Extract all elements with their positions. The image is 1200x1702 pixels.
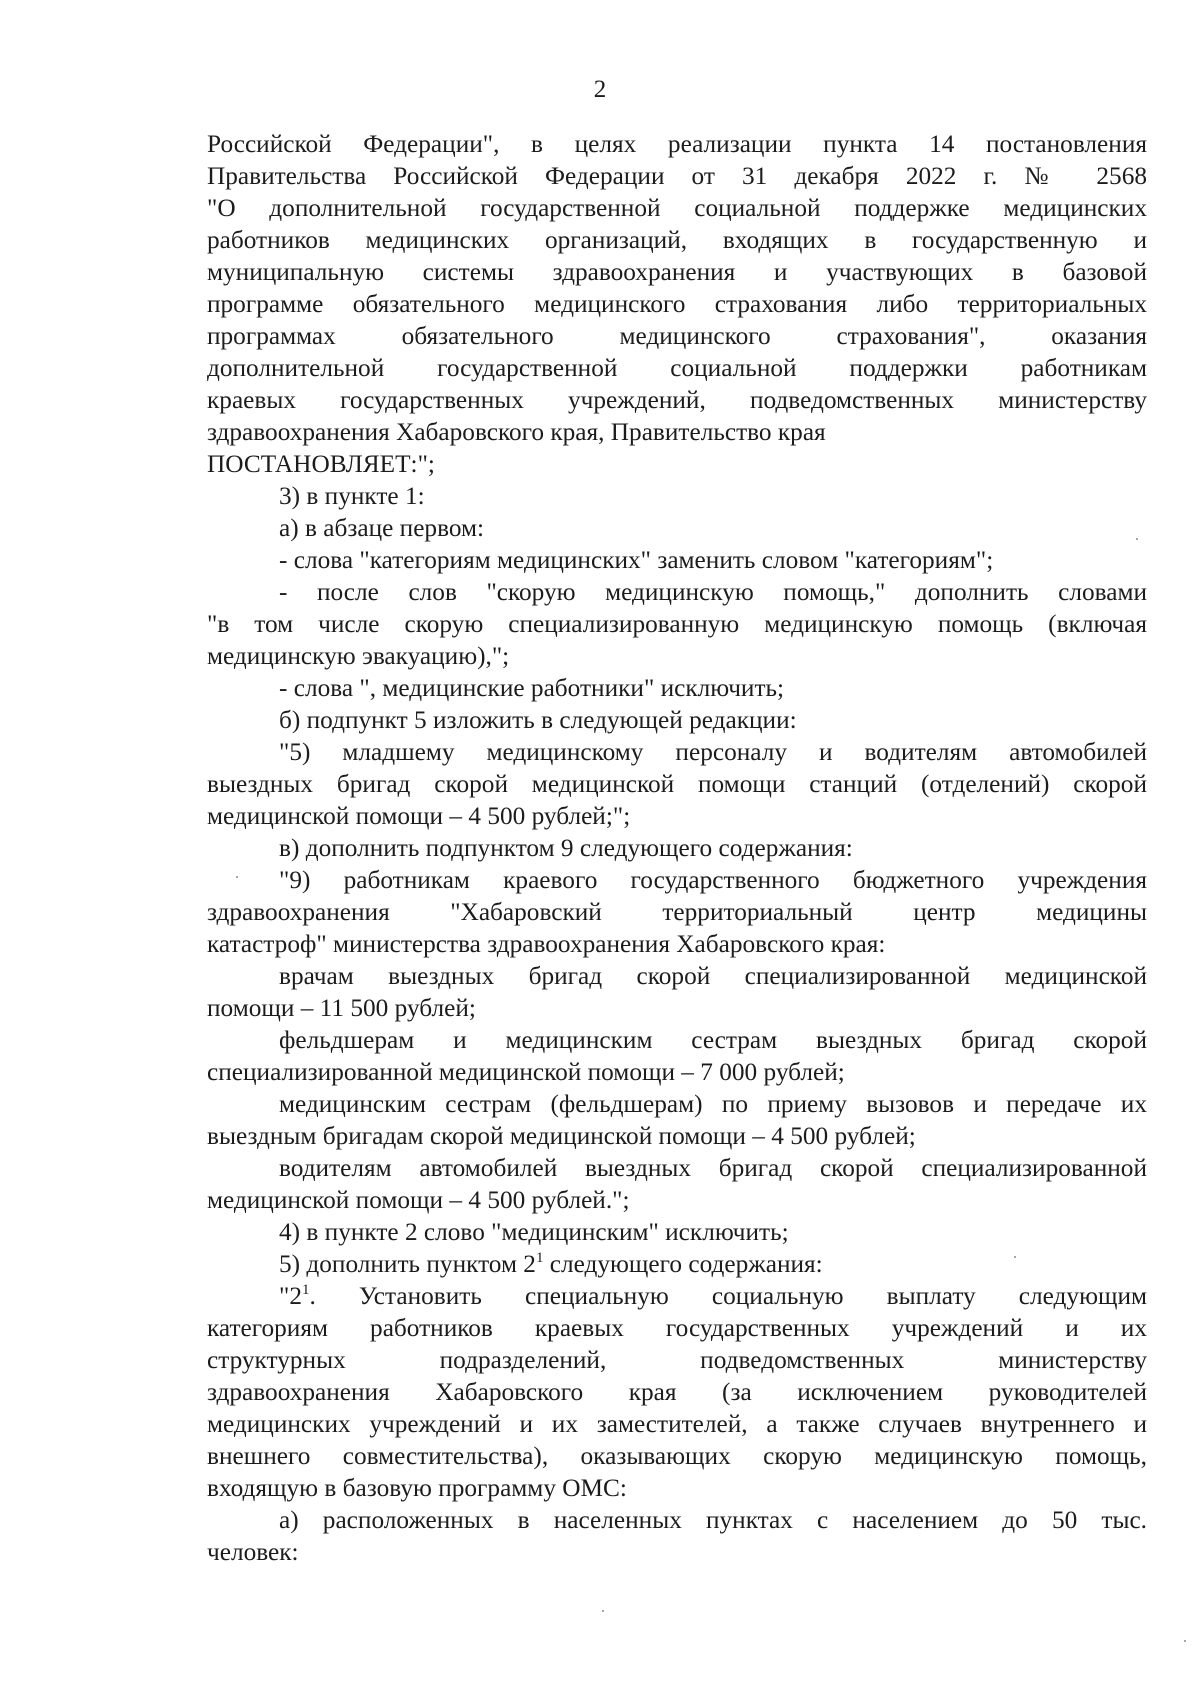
scan-speck — [1184, 1640, 1186, 1642]
paragraph-line: медицинской помощи – 4 500 рублей;"; — [207, 802, 631, 830]
paragraph-line — [207, 1280, 1147, 1312]
intro-line: муниципальную системы здравоохранения и участвующих в базовой — [207, 258, 1147, 286]
paragraph-line: медицинским сестрам (фельдшерам) по приему вызовов и передаче их — [279, 1090, 1147, 1118]
paragraph-line: медицинскую эвакуацию),"; — [207, 642, 510, 670]
paragraph-line: структурных подразделений, подведомственных министерству — [207, 1346, 1147, 1374]
item-2-1-prefix: "2 — [279, 1282, 302, 1310]
paragraph-line: здравоохранения Хабаровского края (за исключением руководителей — [207, 1378, 1147, 1406]
paragraph-line: а) расположенных в населенных пунктах с населением до 50 тыс. — [279, 1506, 1147, 1534]
item-3a-change-3: - слова ", медицинские работники" исключить; — [279, 674, 785, 702]
intro-line: Правительства Российской Федерации от 31 декабря 2022 г. № 2568 — [207, 162, 1147, 190]
item-5-suffix: следующего содержания: — [543, 1250, 823, 1278]
intro-line: Российской Федерации", в целях реализации пункта 14 постановления — [207, 130, 1147, 158]
paragraph-line: медицинских учреждений и их заместителей, а также случаев внутреннего и — [207, 1410, 1147, 1438]
paragraph-line: "9) работникам краевого государственного бюджетного учреждения — [279, 866, 1147, 894]
scan-speck — [1136, 538, 1138, 540]
paragraph-line: "в том числе скорую специализированную медицинскую помощь (включая — [207, 610, 1147, 638]
intro-line: краевых государственных учреждений, подведомственных министерству — [207, 386, 1147, 414]
paragraph-line: выездных бригад скорой медицинской помощи станций (отделений) скорой — [207, 770, 1147, 798]
item-2-1-superscript: 1 — [301, 1282, 310, 1298]
paragraph-line: входящую в базовую программу ОМС: — [207, 1474, 627, 1502]
doctors-payment — [207, 960, 1147, 1024]
paragraph-line: человек: — [207, 1538, 299, 1566]
item-3a: а) в абзаце первом: — [279, 514, 485, 542]
item-2-1-text — [207, 1280, 1147, 1504]
paragraph-line: катастроф" министерства здравоохранения Хабаровского края: — [207, 930, 886, 958]
item-3b-text — [207, 736, 1147, 832]
intro-line: здравоохранения Хабаровского края, Правительство края — [207, 418, 826, 446]
drivers-payment — [207, 1152, 1147, 1216]
paragraph-line: выездным бригадам скорой медицинской помощи – 4 500 рублей; — [207, 1122, 916, 1150]
paragraph-line: медицинской помощи – 4 500 рублей."; — [207, 1186, 630, 1214]
paragraph-line: "5) младшему медицинскому персоналу и водителям автомобилей — [279, 738, 1147, 766]
scan-speck — [602, 1610, 604, 1612]
item-3b: б) подпункт 5 изложить в следующей редакции: — [279, 706, 797, 734]
intro-paragraph — [207, 128, 1147, 448]
nurses-payment — [207, 1088, 1147, 1152]
intro-line: дополнительной государственной социальной поддержки работникам — [207, 354, 1147, 382]
item-3v: в) дополнить подпунктом 9 следующего содержания: — [279, 834, 853, 862]
paragraph-line: помощи – 11 500 рублей; — [207, 994, 476, 1022]
item-2-1-first-line: . Установить специальную социальную выплату следующим — [309, 1282, 1147, 1310]
item-4: 4) в пункте 2 слово "медицинским" исключить; — [279, 1218, 789, 1246]
paragraph-line: водителям автомобилей выездных бригад скорой специализированной — [279, 1154, 1147, 1182]
scan-speck — [1014, 1256, 1016, 1258]
item-3a-change-2 — [207, 576, 1147, 672]
item-5-superscript: 1 — [535, 1250, 544, 1266]
intro-line: работников медицинских организаций, входящих в государственную и — [207, 226, 1147, 254]
paragraph-line: здравоохранения "Хабаровский территориальный центр медицины — [207, 898, 1147, 926]
item-5-prefix: 5) дополнить пунктом 2 — [279, 1250, 536, 1278]
intro-line: программах обязательного медицинского страхования", оказания — [207, 322, 1147, 350]
resolution-keyword: ПОСТАНОВЛЯЕТ:"; — [207, 450, 435, 478]
document-body — [207, 128, 1147, 1568]
item-5 — [207, 1248, 1147, 1280]
paragraph-line: специализированной медицинской помощи – 7 000 рублей; — [207, 1058, 845, 1086]
item-3: 3) в пункте 1: — [279, 482, 425, 510]
intro-line: программе обязательного медицинского страхования либо территориальных — [207, 290, 1147, 318]
page-number: 2 — [593, 76, 607, 103]
paragraph-line: категориям работников краевых государственных учреждений и их — [207, 1314, 1147, 1342]
paragraph-line: врачам выездных бригад скорой специализированной медицинской — [279, 962, 1147, 990]
paragraph-line: фельдшерам и медицинским сестрам выездных бригад скорой — [279, 1026, 1147, 1054]
paragraph-line: внешнего совместительства), оказывающих скорую медицинскую помощь, — [207, 1442, 1147, 1470]
paragraph-line: - после слов "скорую медицинскую помощь," дополнить словами — [279, 578, 1147, 606]
item-3a-change-1: - слова "категориям медицинских" заменить словом "категориям"; — [279, 546, 994, 574]
item-2-1a — [207, 1504, 1147, 1568]
scan-speck — [236, 876, 238, 878]
item-3v-text — [207, 864, 1147, 960]
intro-line: "О дополнительной государственной социальной поддержке медицинских — [207, 194, 1147, 222]
feldshers-payment — [207, 1024, 1147, 1088]
